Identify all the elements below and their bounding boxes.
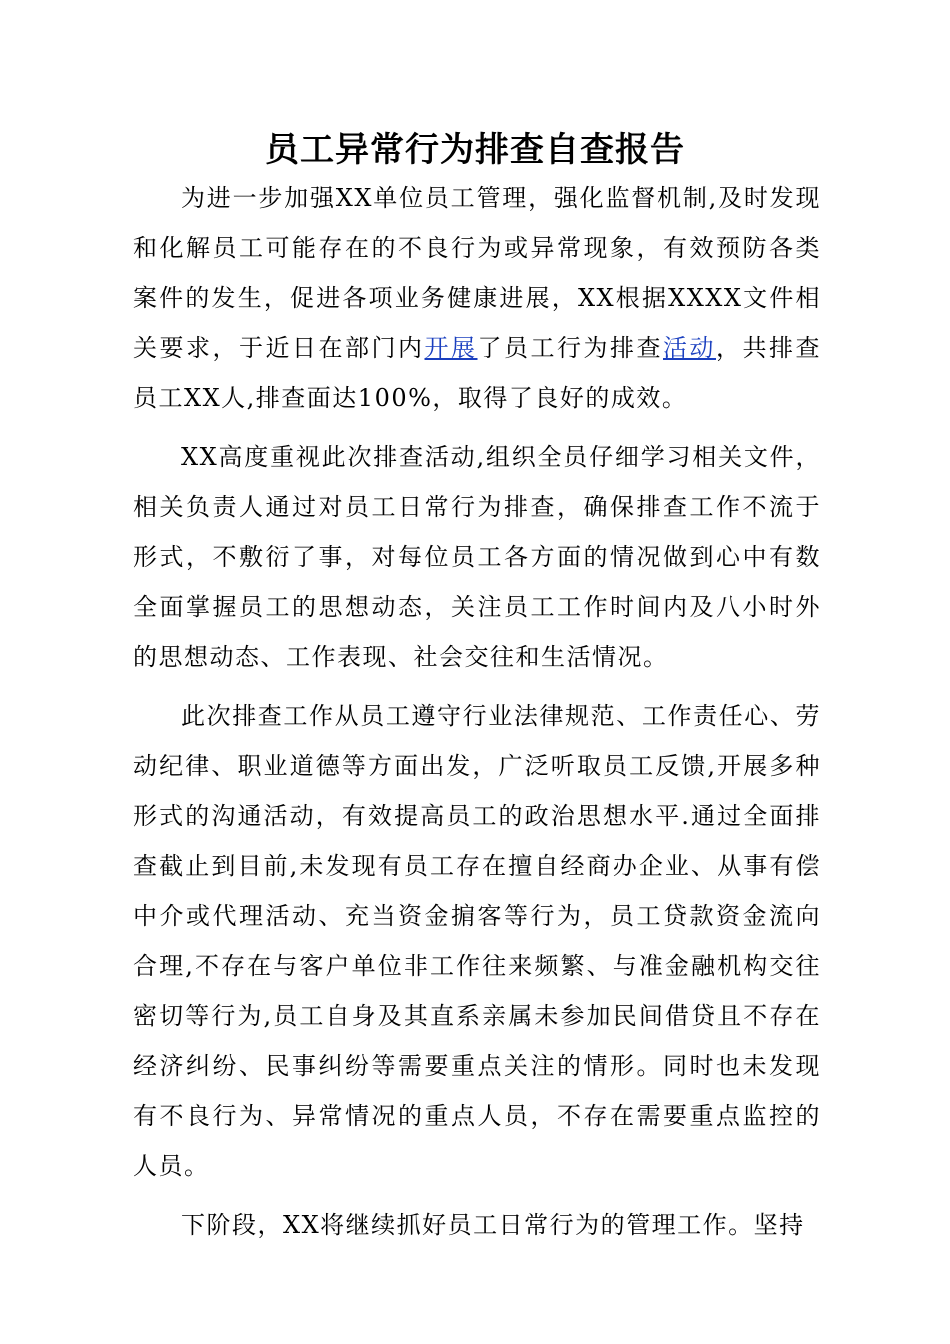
paragraph-1-text-a: 为进一步加强XX单位员工管理，强化监督机制,及时发现和化解员工可能存在的不良行为或异常现象，有效预防各类案件的发生，促进各项业务健康进展，XX根据XXXX文件相关要求，于近日在部门内: [133, 184, 821, 362]
paragraph-4: 下阶段，XX将继续抓好员工日常行为的管理工作。坚持: [181, 1211, 805, 1239]
paragraph-1: [133, 173, 821, 423]
link-kaizhan[interactable]: 开展: [424, 334, 478, 362]
link-huodong[interactable]: 活动: [663, 334, 716, 362]
paragraph-1-text-c: ，共排查员工XX人,排查面达100%，取得了良好的成效。: [133, 334, 821, 412]
paragraph-2: XX高度重视此次排查活动,组织全员仔细学习相关文件，相关负责人通过对员工日常行为排查，确保排查工作不流于形式，不敷衍了事，对每位员工各方面的情况做到心中有数全面掌握员工的思想动态，关注员工工作时间内及八小时外的思想动态、工作表现、社会交往和生活情况。: [133, 443, 821, 671]
paragraph-1-text-b: 了员工行为排查: [477, 334, 663, 362]
paragraph-3: 此次排查工作从员工遵守行业法律规范、工作责任心、劳动纪律、职业道德等方面出发，广泛听取员工反馈,开展多种形式的沟通活动，有效提高员工的政治思想水平.通过全面排查截止到目前,未发现有员工存在擅自经商办企业、从事有偿中介或代理活动、充当资金掮客等行为，员工贷款资金流向合理,不存在与客户单位非工作往来频繁、与准金融机构交往密切等行为,员工自身及其直系亲属未参加民间借贷且不存在经济纠纷、民事纠纷等需要重点关注的情形。同时也未发现有不良行为、异常情况的重点人员，不存在需要重点监控的人员。: [133, 702, 821, 1180]
document-title: 员工异常行为排查自查报告: [265, 130, 685, 170]
document-body: [133, 173, 821, 1259]
